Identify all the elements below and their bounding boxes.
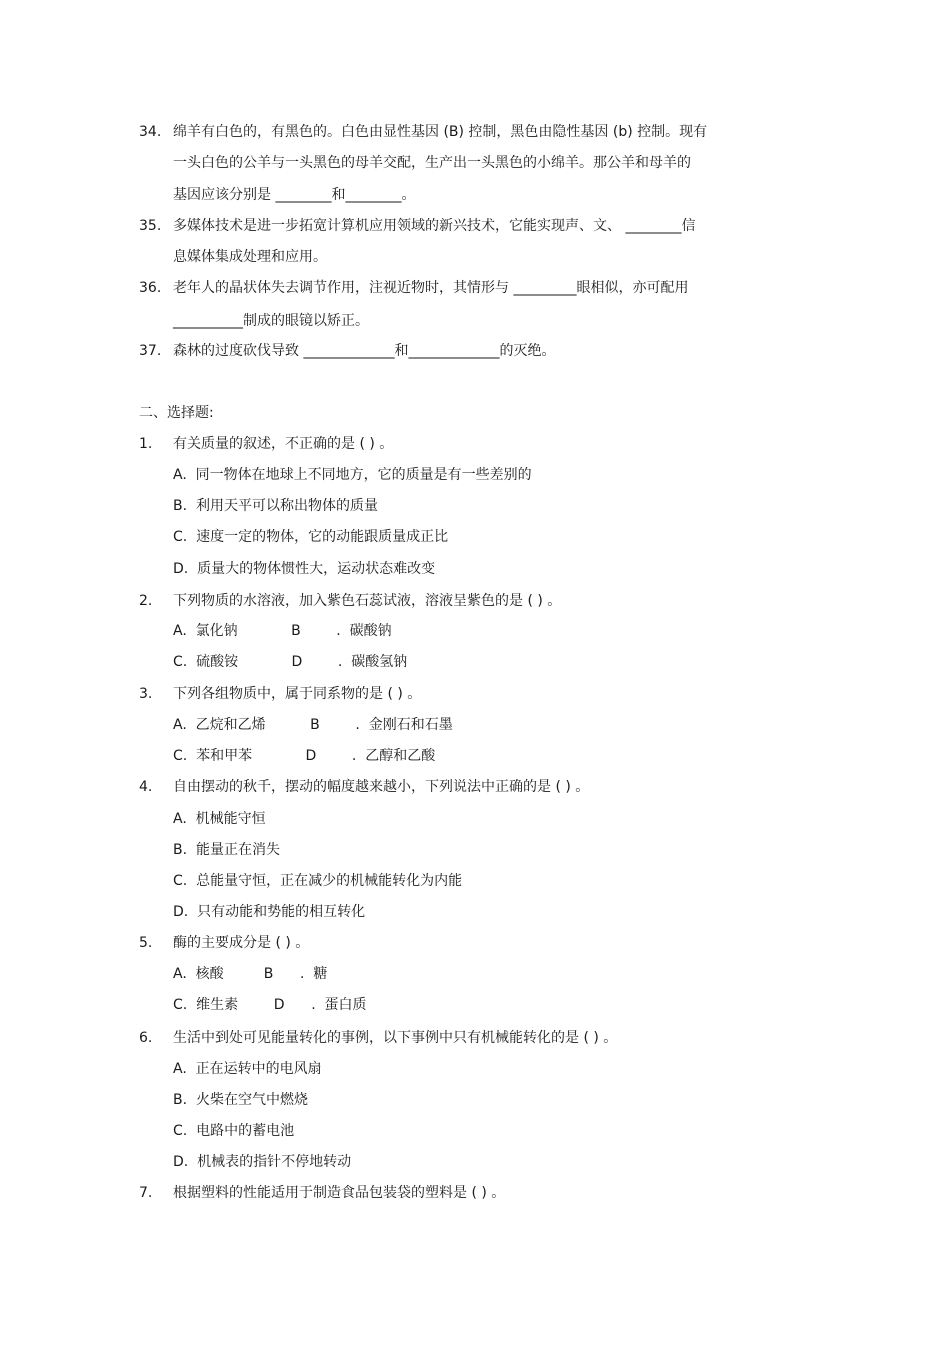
question-number: 35.: [139, 218, 162, 234]
question-number: 4.: [139, 779, 153, 795]
question-stem: 自由摆动的秋千，摆动的幅度越来越小，下列说法中正确的是 ( ) 。: [173, 779, 590, 795]
option: C. 电路中的蓄电池: [173, 1123, 295, 1139]
question-text: 息媒体集成处理和应用。: [173, 249, 327, 265]
option: A. 氯化钠 B . 碳酸钠: [173, 623, 392, 639]
question-text: 森林的过度砍伐导致 _____________和_____________的灭绝。: [173, 343, 556, 359]
option: B. 火柴在空气中燃烧: [173, 1092, 308, 1108]
option: C. 苯和甲苯 D . 乙醇和乙酸: [173, 748, 436, 764]
question-text: 老年人的晶状体失去调节作用，注视近物时，其情形与 _________眼相似，亦可配用: [173, 280, 689, 296]
option: D. 质量大的物体惯性大，运动状态难改变: [173, 561, 436, 577]
question-number: 2.: [139, 593, 153, 609]
option: A. 同一物体在地球上不同地方，它的质量是有一些差别的: [173, 467, 532, 483]
option: D. 机械表的指针不停地转动: [173, 1154, 352, 1170]
option: A. 正在运转中的电风扇: [173, 1061, 322, 1077]
question-text: __________制成的眼镜以矫正。: [173, 313, 369, 329]
option: D. 只有动能和势能的相互转化: [173, 904, 366, 920]
option: C. 总能量守恒，正在减少的机械能转化为内能: [173, 873, 463, 889]
question-number: 1.: [139, 436, 153, 452]
question-number: 6.: [139, 1030, 153, 1046]
question-number: 37.: [139, 343, 162, 359]
option: A. 乙烷和乙烯 B . 金刚石和石墨: [173, 717, 453, 733]
option: C. 维生素 D . 蛋白质: [173, 997, 367, 1013]
question-stem: 酶的主要成分是 ( ) 。: [173, 935, 310, 951]
option: C. 硫酸铵 D . 碳酸氢钠: [173, 654, 408, 670]
option: C. 速度一定的物体，它的动能跟质量成正比: [173, 529, 449, 545]
option: A. 机械能守恒: [173, 811, 266, 827]
question-text: 一头白色的公羊与一头黑色的母羊交配，生产出一头黑色的小绵羊。那公羊和母羊的: [173, 155, 691, 171]
question-number: 34.: [139, 124, 162, 140]
question-number: 7.: [139, 1185, 153, 1201]
question-number: 3.: [139, 686, 153, 702]
question-text: 绵羊有白色的，有黑色的。白色由显性基因 (B) 控制，黑色由隐性基因 (b) 控制。现有: [173, 124, 708, 140]
question-stem: 下列物质的水溶液，加入紫色石蕊试液，溶液呈紫色的是 ( ) 。: [173, 593, 562, 609]
option: A. 核酸 B . 糖: [173, 966, 328, 982]
option: B. 利用天平可以称出物体的质量: [173, 498, 378, 514]
question-stem: 有关质量的叙述，不正确的是 ( ) 。: [173, 436, 394, 452]
option: B. 能量正在消失: [173, 842, 280, 858]
question-stem: 生活中到处可见能量转化的事例，以下事例中只有机械能转化的是 ( ) 。: [173, 1030, 618, 1046]
question-text: 基因应该分别是 ________和________。: [173, 187, 416, 203]
question-text: 多媒体技术是进一步拓宽计算机应用领域的新兴技术，它能实现声、文、 ________信: [173, 218, 696, 234]
question-number: 5.: [139, 935, 153, 951]
question-stem: 下列各组物质中，属于同系物的是 ( ) 。: [173, 686, 422, 702]
question-number: 36.: [139, 280, 162, 296]
section-title: 二、选择题:: [139, 405, 214, 421]
question-stem: 根据塑料的性能适用于制造食品包装袋的塑料是 ( ) 。: [173, 1185, 506, 1201]
